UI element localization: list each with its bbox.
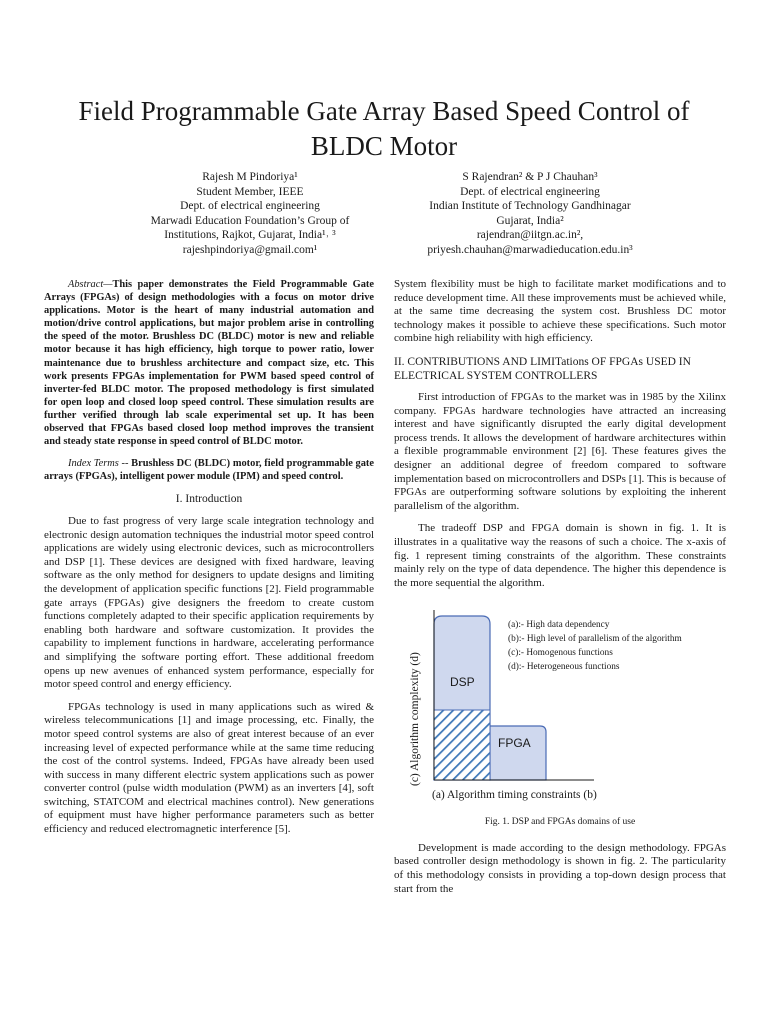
author-email: priyesh.chauhan@marwadieducation.edu.in³ [427,243,633,256]
author-line: Dept. of electrical engineering [460,185,600,198]
author-block-left [120,170,380,257]
figure-graphic [394,600,726,810]
author-line: Rajesh M Pindoriya¹ [202,171,298,183]
right-column [394,278,726,905]
paragraph: Due to fast progress of very large scale integration technology and electronic design automation techniques the industrial motor speed control applications are widely using electronic devices, such as microcontrollers and DSP [1]. These devices are designed with fixed hardware, leaving software as the only method for designers to update designs and limiting the development of application specific functions [2]. Field programmable gate arrays (FPGAs) give designers the freedom to create custom functions completely adapted to their specific application requirements by enabling both hardware and software customization. It provides the capability to implement functions in hardware, accelerating performance and simplifying the software porting effort. These additional freedom opens up new avenues of enhanced system performance, especially for motor speed control and energy efficiency. [44,515,374,691]
author-line: Indian Institute of Technology Gandhinagar [429,200,631,212]
paragraph: FPGAs technology is used in many applications such as wired & wireless telecommunications [1] and image processing, etc. Finally, the motor speed control systems are also of great interest because of an ever increasing level of expected performance while at the same time reducing the cost of the control systems. Indeed, FPGAs have already been used with success in many different electric system applications such as power converter control (pulse width modulation (PWM) as an inverters [4], soft switching, STATCOM and electrical machines control). New generations of equipment must have higher performance parameters such as better efficiency and reduced electromagnetic interference [5]. [44,700,374,836]
dsp-label: DSP [450,675,475,690]
author-line: Dept. of electrical engineering [180,200,320,212]
abstract [44,278,374,448]
legend-item: (b):- High level of parallelism of the algorithm [508,634,682,645]
section-heading-contributions: II. CONTRIBUTIONS AND LIMITations OF FPGAs USED IN ELECTRICAL SYSTEM CONTROLLERS [394,355,691,382]
y-axis-label: (c) Algorithm complexity (d) [409,652,421,787]
paragraph: First introduction of FPGAs to the market was in 1985 by the Xilinx company. FPGAs hardware technologies have attracted an increasing interest and have significantly disrupted the early digital development process trends. It allows the development of hardware architectures within a flexible programmable environment [2] [6]. These features gives the designer an additional degree of freedom compared to software implementation based on microcontrollers and DSPs [1]. This is because of FPGAs are outperforming software solutions by exploiting the inherent parallelism of the algorithm. [394,390,726,512]
author-line: S Rajendran² & P J Chauhan³ [462,171,598,183]
legend-item: (a):- High data dependency [508,620,610,631]
figure-dsp-fpga-domains [394,600,726,810]
author-email: rajendran@iitgn.ac.in², [476,229,584,241]
author-block-right [395,170,665,257]
paragraph: System flexibility must be high to facilitate market modifications and to reduce development time. All these improvements must be achieved while, at the same time decreasing the system cost. Brushless DC motor technology makes it possible to achieve these specifications. Such motor combine high reliability with high efficiency. [394,278,726,345]
fpga-region [490,726,546,780]
author-line: Student Member, IEEE [196,185,304,198]
paper-title: Field Programmable Gate Array Based Speed Control of BLDC Motor [78,96,690,161]
fpga-label: FPGA [498,736,531,751]
author-line: Marwadi Education Foundation’s Group of [150,214,350,227]
index-terms [44,457,374,483]
legend-item: (d):- Heterogeneous functions [508,662,620,673]
left-column [44,278,374,846]
author-line: Institutions, Rajkot, Gujarat, India¹˒ ³ [164,229,336,241]
abstract-lead: Abstract— [68,279,113,290]
index-terms-text: Brushless DC (BLDC) motor, field programmable gate arrays (FPGAs), intelligent power module (IPM) and speed control. [44,458,374,483]
index-terms-lead: Index Terms -- [68,458,129,470]
paragraph: The tradeoff DSP and FPGA domain is shown in fig. 1. It is illustrates in a qualitative way the reasons of such a choice. The x-axis of fig. 1 represent timing constraints of the algorithm. These constraints mainly rely on the type of data dependence. The higher this dependence is the more sequential the algorithm. [394,522,726,589]
author-line: Gujarat, India² [496,214,564,227]
overlap-region [434,710,490,780]
legend-item: (c):- Homogenous functions [508,648,613,659]
section-heading-introduction: I. Introduction [175,493,243,506]
abstract-text: This paper demonstrates the Field Programmable Gate Arrays (FPGAs) of design methodologies with a focus on motor drive applications. Motor is the heart of many industrial automation and motion/drive control applications, but major problem arise in controlling the speed of the motor. Brushless DC (BLDC) motor is new and reliable motor because it has high efficiency, high torque to power ratio, lower maintenance due to brushless architecture and compact size, etc. This work presents FPGAs implementation for PWM based speed control of inverter-fed BLDC motor. The proposed methodology is first simulated for open loop and closed loop speed control. These simulation results are further verified through lab scale experimental set up. It has been observed that FPGAs based closed loop method improves the transient and steady state response in speed control of BLDC motor. [44,279,374,448]
x-axis-label: (a) Algorithm timing constraints (b) [432,789,597,802]
figure-caption: Fig. 1. DSP and FPGAs domains of use [484,817,636,828]
paragraph: Development is made according to the design methodology. FPGAs based controller design methodology is shown in fig. 2. The particularity of this methodology consists in providing a top-down design process that start from the [394,841,726,895]
author-email: rajeshpindoriya@gmail.com¹ [182,243,318,256]
